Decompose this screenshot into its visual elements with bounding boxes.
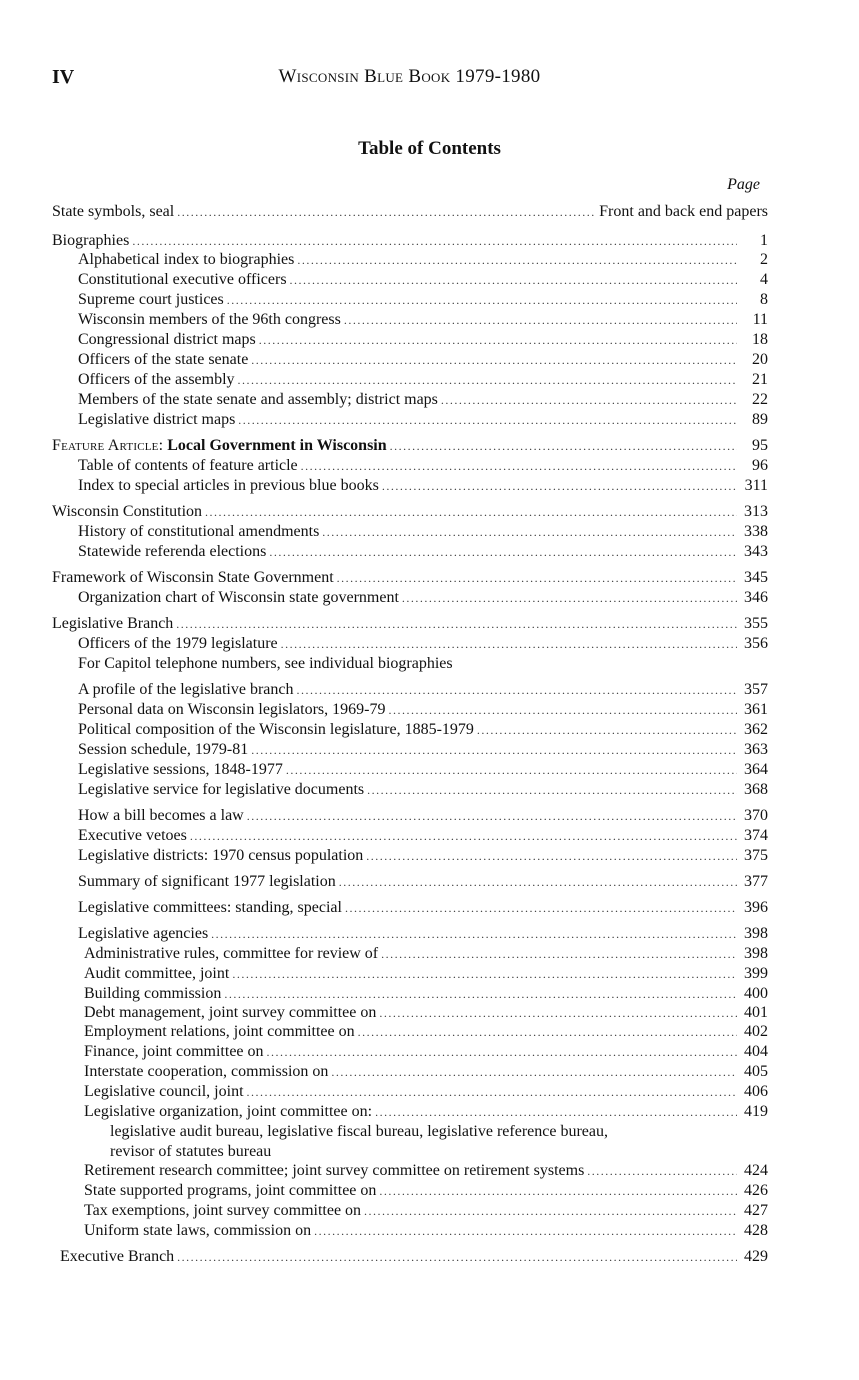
toc-entry: Audit committee, joint ..... 399 (84, 964, 768, 984)
toc-entry: Wisconsin members of the 96th congress ..... 11 (78, 310, 768, 330)
toc-entry: Statewide referenda elections ..... 343 (78, 542, 768, 562)
toc-entry: Debt management, joint survey committee on ..... 401 (84, 1003, 768, 1023)
note-text: For Capitol telephone numbers, see individual biographies (78, 655, 453, 672)
toc-subheading: Legislative agencies ..... 398 (78, 924, 768, 944)
toc-entry: Administrative rules, committee for review of ..... 398 (84, 944, 768, 964)
toc-entry: Members of the state senate and assembly; district maps ..... 22 (78, 390, 768, 410)
page-column-heading: Page (727, 176, 760, 193)
toc-entry: Organization chart of Wisconsin state government ..... 346 (78, 588, 768, 608)
toc-entry: Building commission ..... 400 (84, 984, 768, 1004)
page-number-roman: IV (52, 66, 75, 88)
toc-section-heading: Biographies ..... 1 (52, 231, 768, 251)
toc-entry: Executive vetoes ..... 374 (78, 826, 768, 846)
note-text: legislative audit bureau, legislative fiscal bureau, legislative reference bureau, (110, 1123, 608, 1140)
toc-entry: Supreme court justices ..... 8 (78, 290, 768, 310)
page-title: Table of Contents (358, 138, 501, 159)
toc-entry: Finance, joint committee on ..... 404 (84, 1042, 768, 1062)
toc-section-heading: Executive Branch ..... 429 (60, 1247, 768, 1267)
toc-entry: Employment relations, joint committee on ..... 402 (84, 1022, 768, 1042)
running-header (52, 66, 767, 96)
toc-entry: Alphabetical index to biographies ..... 2 (78, 250, 768, 270)
toc-entry: Legislative districts: 1970 census population ..... 375 (78, 846, 768, 866)
toc-entry: Officers of the 1979 legislature ..... 356 (78, 634, 768, 654)
toc-entry: Legislative organization, joint committee on: ..... 419 (84, 1102, 768, 1122)
toc-entry: Uniform state laws, commission on ..... 428 (84, 1221, 768, 1241)
toc-entry: Constitutional executive officers ..... 4 (78, 270, 768, 290)
toc-subheading: Legislative committees: standing, special ..... 396 (78, 898, 768, 918)
toc-entry: Officers of the state senate ..... 20 (78, 350, 768, 370)
toc-section-heading: Framework of Wisconsin State Government ..... 345 (52, 568, 768, 588)
toc-entry: Session schedule, 1979-81 ..... 363 (78, 740, 768, 760)
toc-section-heading: Feature Article: Local Government in Wisconsin ..... 95 (52, 436, 768, 456)
toc-entry: Legislative council, joint ..... 406 (84, 1082, 768, 1102)
toc-entry: Retirement research committee; joint survey committee on retirement systems ..... 424 (84, 1161, 768, 1181)
toc-entry: Table of contents of feature article ..... 96 (78, 456, 768, 476)
toc-section-heading: Wisconsin Constitution ..... 313 (52, 502, 768, 522)
toc-entry: Personal data on Wisconsin legislators, 1969-79 ..... 361 (78, 700, 768, 720)
toc-section-heading: Legislative Branch ..... 355 (52, 614, 768, 634)
toc-entry: Legislative district maps ..... 89 (78, 410, 768, 430)
toc-entry: Legislative service for legislative documents ..... 368 (78, 780, 768, 800)
toc-entry: Tax exemptions, joint survey committee on ..... 427 (84, 1201, 768, 1221)
toc-entry: Officers of the assembly ..... 21 (78, 370, 768, 390)
running-title: Wisconsin Blue Book 1979-1980 (278, 66, 541, 87)
toc-entry: History of constitutional amendments ..... 338 (78, 522, 768, 542)
toc-entry: Congressional district maps ..... 18 (78, 330, 768, 350)
toc-entry: Political composition of the Wisconsin legislature, 1885-1979 ..... 362 (78, 720, 768, 740)
toc-subheading: A profile of the legislative branch ..... 357 (78, 680, 768, 700)
toc-subheading: How a bill becomes a law ..... 370 (78, 806, 768, 826)
toc-entry: State supported programs, joint committee on ..... 426 (84, 1181, 768, 1201)
toc-entry: Legislative sessions, 1848-1977 ..... 364 (78, 760, 768, 780)
toc-entry: Index to special articles in previous blue books ..... 311 (78, 476, 768, 496)
note-text: revisor of statutes bureau (110, 1143, 272, 1160)
toc-entry: State symbols, seal ..... Front and back end papers (52, 202, 768, 222)
toc-subheading: Summary of significant 1977 legislation ..... 377 (78, 872, 768, 892)
toc-entry: Interstate cooperation, commission on ..... 405 (84, 1062, 768, 1082)
